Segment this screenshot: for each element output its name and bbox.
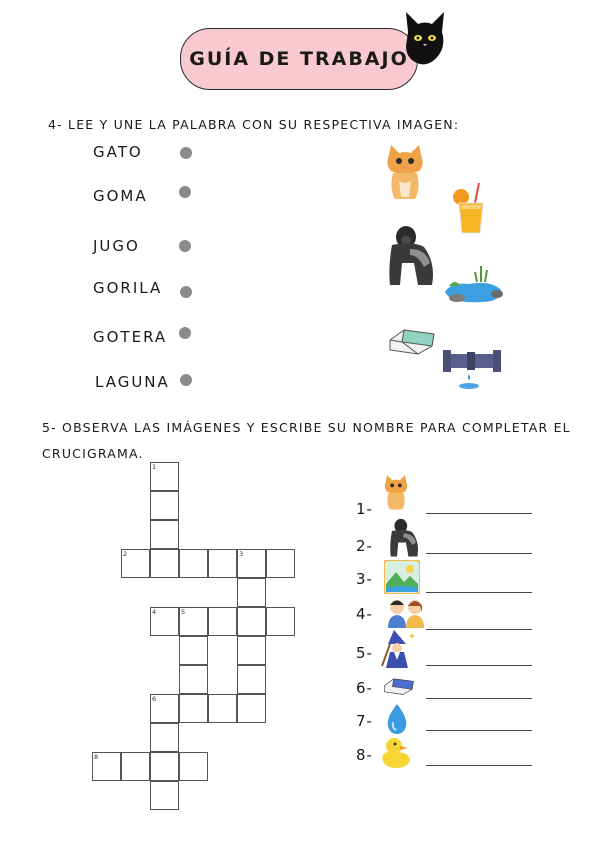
- crossword-cell[interactable]: [150, 491, 179, 520]
- crossword-cell[interactable]: [150, 549, 179, 578]
- title-banner: [180, 28, 418, 90]
- crossword-cell[interactable]: [179, 665, 208, 694]
- match-dot[interactable]: [180, 147, 192, 159]
- clue-label: 6-: [356, 679, 373, 697]
- section-5-instruction-cont: CRUCIGRAMA.: [42, 446, 144, 461]
- page-title: GUÍA DE TRABAJO: [189, 48, 409, 70]
- crossword-cell[interactable]: [266, 549, 295, 578]
- word-gorila: GORILA: [93, 279, 163, 297]
- gorilla-icon: [384, 517, 424, 559]
- crossword-cell[interactable]: [237, 578, 266, 607]
- word-gato: GATO: [93, 143, 143, 161]
- answer-line[interactable]: [426, 698, 532, 699]
- crossword-cell[interactable]: [208, 607, 237, 636]
- crossword-cell[interactable]: [237, 694, 266, 723]
- crossword-number: 4: [152, 608, 157, 616]
- gorilla-icon: [384, 223, 438, 289]
- crossword-number: 5: [181, 608, 186, 616]
- clue-label: 1-: [356, 500, 373, 518]
- crossword-cell[interactable]: [121, 752, 150, 781]
- clue-label: 8-: [356, 746, 373, 764]
- friends-icon: [384, 598, 428, 628]
- section-5-instruction: 5- OBSERVA LAS IMÁGENES Y ESCRIBE SU NOMBRE PARA COMPLETAR EL: [42, 420, 571, 435]
- clue-label: 4-: [356, 605, 373, 623]
- word-laguna: LAGUNA: [95, 373, 170, 391]
- crossword-cell[interactable]: [237, 665, 266, 694]
- eraser-icon: [386, 326, 438, 356]
- match-dot[interactable]: [180, 374, 192, 386]
- answer-line[interactable]: [426, 765, 532, 766]
- wizard-icon: [380, 628, 420, 668]
- crossword-number: 8: [94, 753, 99, 761]
- crossword-number: 6: [152, 695, 157, 703]
- crossword-cell[interactable]: [179, 636, 208, 665]
- lagoon-icon: [441, 264, 505, 306]
- duck-icon: [380, 736, 414, 770]
- crossword-cell[interactable]: [150, 723, 179, 752]
- black-cat-icon: [400, 10, 450, 66]
- crossword-cell[interactable]: [179, 549, 208, 578]
- answer-line[interactable]: [426, 730, 532, 731]
- orange-juice-icon: [451, 183, 491, 235]
- clue-label: 3-: [356, 570, 373, 588]
- crossword-cell[interactable]: [237, 607, 266, 636]
- crossword-cell[interactable]: [266, 607, 295, 636]
- crossword-cell[interactable]: [150, 752, 179, 781]
- crossword-cell[interactable]: [237, 636, 266, 665]
- crossword-cell[interactable]: [179, 694, 208, 723]
- crossword-cell[interactable]: [179, 752, 208, 781]
- crossword-number: 3: [239, 550, 244, 558]
- answer-line[interactable]: [426, 629, 532, 630]
- section-4-instruction: 4- LEE Y UNE LA PALABRA CON SU RESPECTIVA IMAGEN:: [48, 117, 460, 132]
- clue-label: 7-: [356, 712, 373, 730]
- crossword-cell[interactable]: [208, 694, 237, 723]
- answer-line[interactable]: [426, 513, 532, 514]
- water-drop-icon: [384, 702, 410, 736]
- match-dot[interactable]: [179, 327, 191, 339]
- cat-icon: [382, 474, 410, 512]
- dripping-pipe-icon: [441, 346, 503, 394]
- word-gotera: GOTERA: [93, 328, 168, 346]
- crossword-cell[interactable]: [150, 520, 179, 549]
- clue-label: 2-: [356, 537, 373, 555]
- crossword-number: 2: [123, 550, 128, 558]
- landscape-icon: [384, 560, 420, 594]
- match-dot[interactable]: [179, 186, 191, 198]
- cat-icon: [383, 145, 427, 201]
- crossword-cell[interactable]: [208, 549, 237, 578]
- word-jugo: JUGO: [93, 237, 140, 255]
- crossword-number: 1: [152, 463, 157, 471]
- clue-label: 5-: [356, 644, 373, 662]
- answer-line[interactable]: [426, 553, 532, 554]
- crossword-cell[interactable]: [150, 781, 179, 810]
- answer-line[interactable]: [426, 665, 532, 666]
- match-dot[interactable]: [179, 240, 191, 252]
- answer-line[interactable]: [426, 592, 532, 593]
- word-goma: GOMA: [93, 187, 148, 205]
- eraser-icon: [382, 671, 416, 701]
- match-dot[interactable]: [180, 286, 192, 298]
